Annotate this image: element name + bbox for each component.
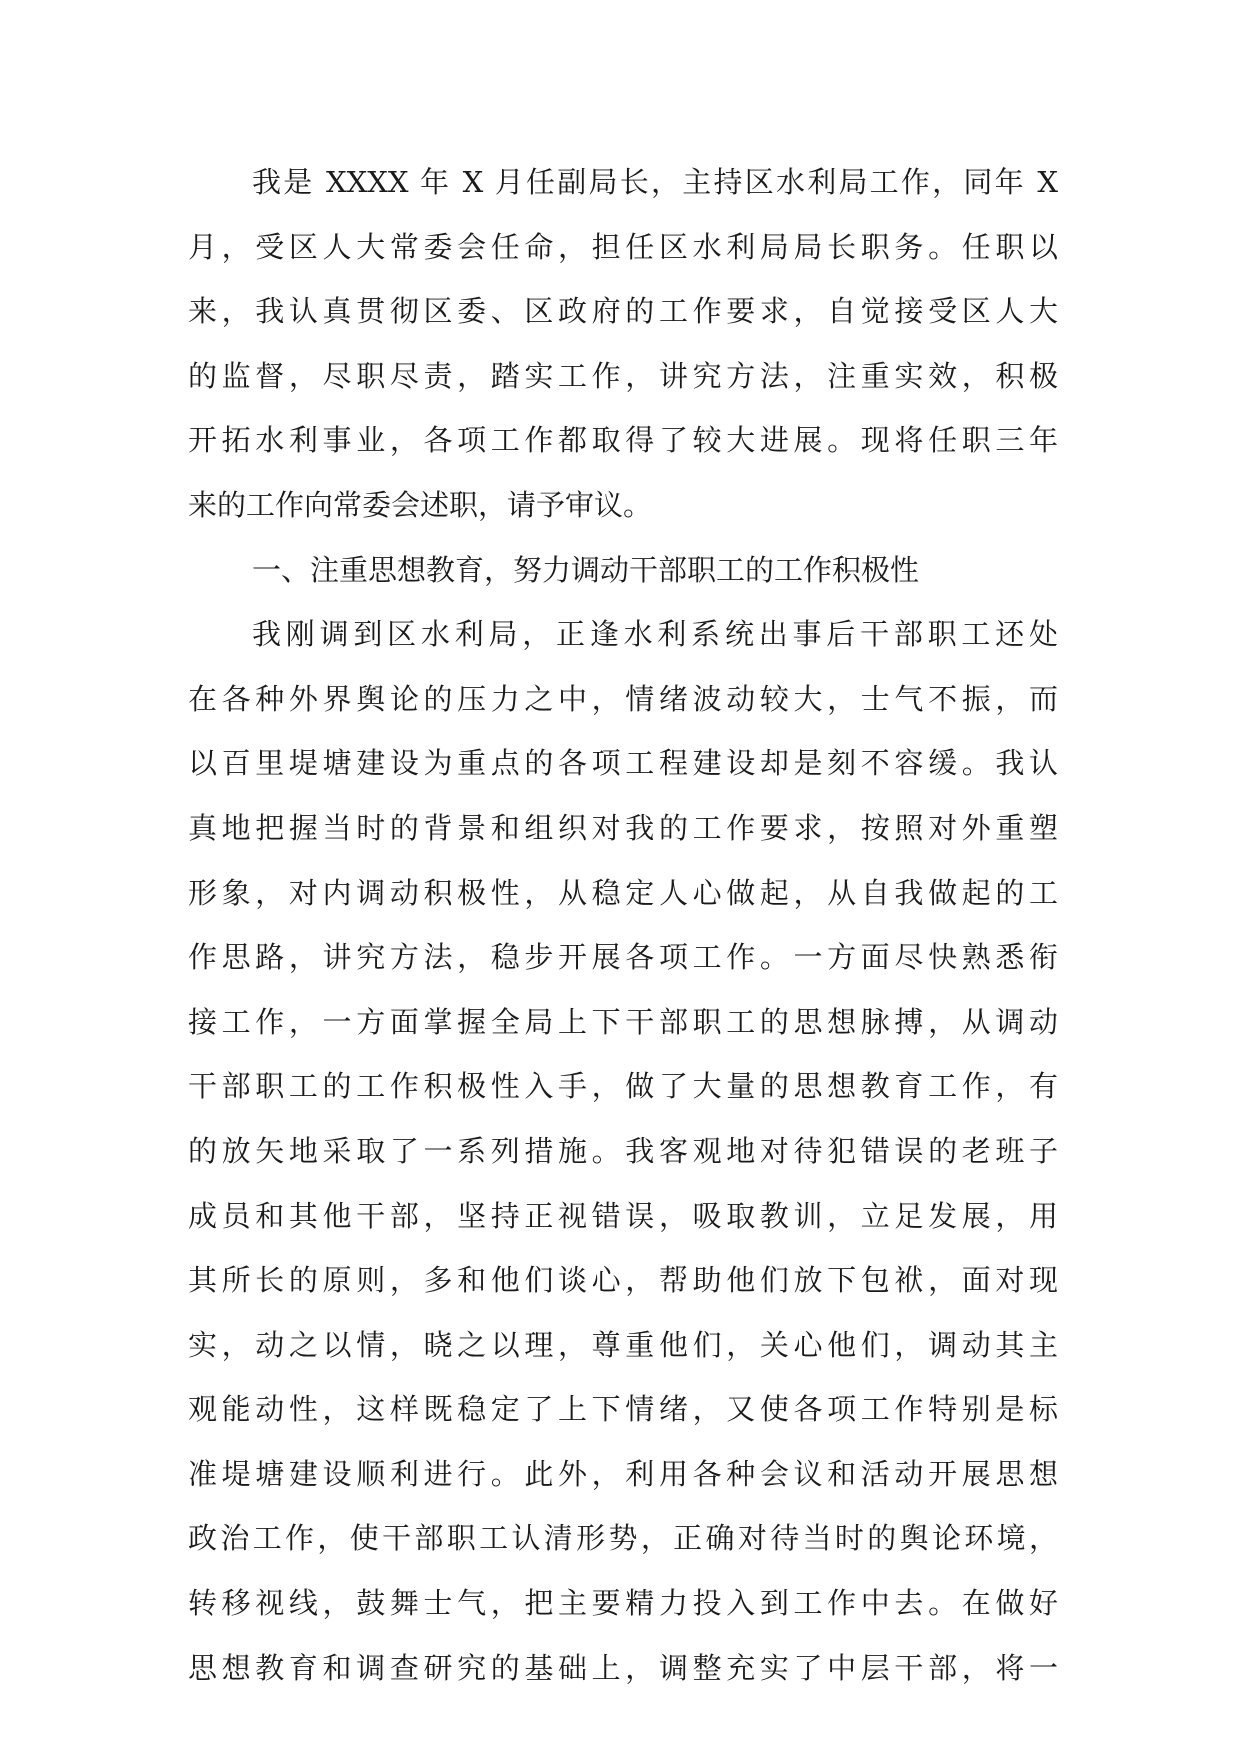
paragraph-line: 成员和其他干部，坚持正视错误，吸取教训，立足发展，用	[188, 1198, 1058, 1233]
paragraph-line: 来，我认真贯彻区委、区政府的工作要求，自觉接受区人大	[188, 294, 1058, 329]
paragraph-line: 思想教育和调查研究的基础上，调整充实了中层干部，将一	[188, 1650, 1058, 1685]
paragraph-line: 转移视线，鼓舞士气，把主要精力投入到工作中去。在做好	[188, 1586, 1058, 1621]
paragraph-line: 的放矢地采取了一系列措施。我客观地对待犯错误的老班子	[188, 1133, 1058, 1168]
paragraph-line: 以百里堤塘建设为重点的各项工程建设却是刻不容缓。我认	[188, 746, 1058, 781]
paragraph-line: 来的工作向常委会述职，请予审议。	[188, 487, 653, 522]
paragraph-line: 其所长的原则，多和他们谈心，帮助他们放下包袱，面对现	[188, 1263, 1058, 1298]
paragraph-line: 实，动之以情，晓之以理，尊重他们，关心他们，调动其主	[188, 1327, 1058, 1362]
paragraph-line: 在各种外界舆论的压力之中，情绪波动较大，士气不振，而	[188, 681, 1058, 716]
paragraph-line: 我刚调到区水利局，正逢水利系统出事后干部职工还处	[252, 617, 1058, 652]
section-heading: 一、注重思想教育，努力调动干部职工的工作积极性	[252, 552, 920, 587]
paragraph-line: 开拓水利事业，各项工作都取得了较大进展。现将任职三年	[188, 423, 1058, 458]
paragraph-line: 政治工作，使干部职工认清形势，正确对待当时的舆论环境，	[188, 1521, 1058, 1556]
body-text	[188, 150, 1058, 1700]
paragraph-line: 真地把握当时的背景和组织对我的工作要求，按照对外重塑	[188, 810, 1058, 845]
paragraph-line: 的监督，尽职尽责，踏实工作，讲究方法，注重实效，积极	[188, 358, 1058, 393]
paragraph-line: 我是 XXXX 年 X 月任副局长，主持区水利局工作，同年 X	[252, 165, 1058, 199]
paragraph-line: 准堤塘建设顺利进行。此外，利用各种会议和活动开展思想	[188, 1456, 1058, 1491]
paragraph-line: 形象，对内调动积极性，从稳定人心做起，从自我做起的工	[188, 875, 1058, 910]
paragraph-line: 观能动性，这样既稳定了上下情绪，又使各项工作特别是标	[188, 1392, 1058, 1427]
paragraph-line: 月，受区人大常委会任命，担任区水利局局长职务。任职以	[188, 229, 1058, 264]
paragraph-line: 干部职工的工作积极性入手，做了大量的思想教育工作，有	[188, 1069, 1058, 1104]
paragraph-line: 接工作，一方面掌握全局上下干部职工的思想脉搏，从调动	[188, 1004, 1058, 1039]
paragraph-line: 作思路，讲究方法，稳步开展各项工作。一方面尽快熟悉衔	[188, 940, 1058, 975]
